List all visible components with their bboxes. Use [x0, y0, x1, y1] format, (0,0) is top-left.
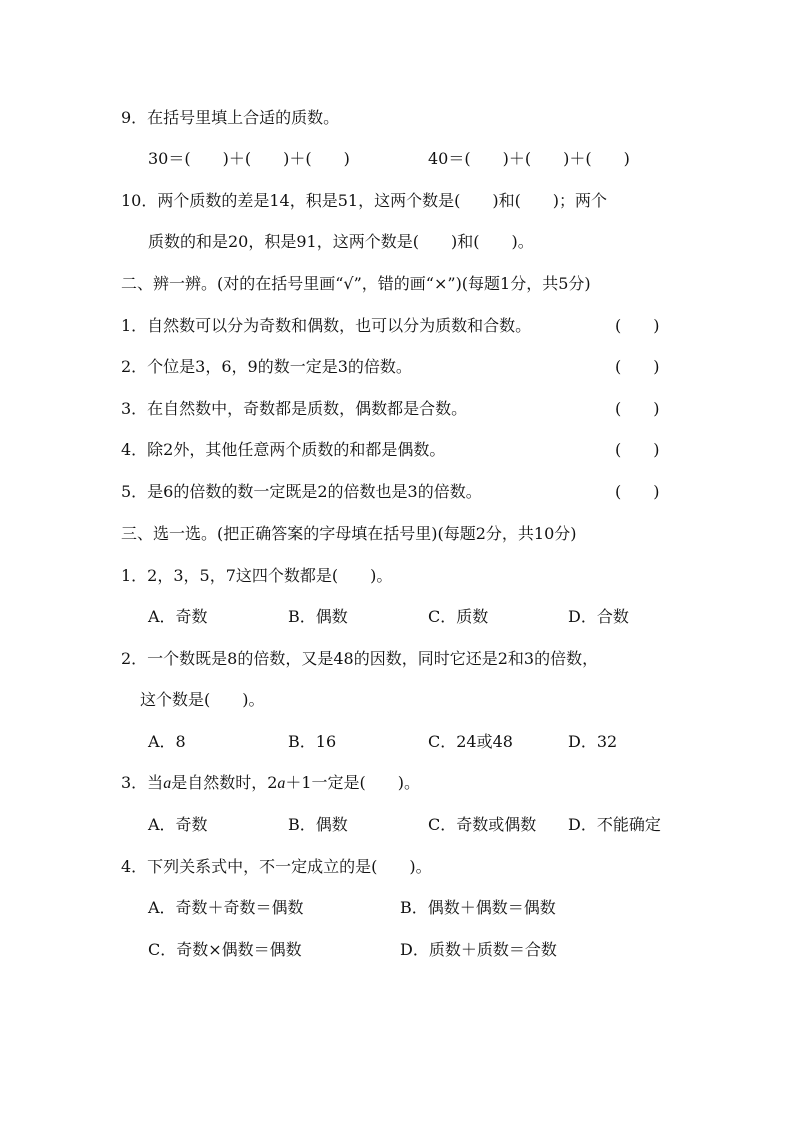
judge-item-2: 2．个位是3，6，9的数一定是3的倍数。: [121, 357, 412, 376]
q10-line-2: 质数的和是20，积是91，这两个数是( )和( )。: [148, 232, 534, 251]
choice-q2-option-a[interactable]: A．8: [148, 732, 186, 751]
judge-item-4: 4．除2外，其他任意两个质数的和都是偶数。: [121, 440, 446, 459]
choice-q2-option-c[interactable]: C．24或48: [428, 732, 513, 751]
choice-q1-option-b[interactable]: B．偶数: [288, 607, 348, 626]
section3-heading: 三、选一选。(把正确答案的字母填在括号里)(每题2分，共10分): [121, 524, 577, 543]
choice-q4-option-c[interactable]: C．奇数×偶数＝偶数: [148, 940, 302, 959]
choice-q3-pre: 3．当: [121, 773, 164, 792]
judge-answer-blank-4[interactable]: ( ): [615, 440, 660, 459]
choice-q4-option-a[interactable]: A．奇数＋奇数＝偶数: [148, 898, 304, 917]
choice-q3-option-d[interactable]: D．不能确定: [568, 815, 661, 834]
judge-answer-blank-3[interactable]: ( ): [615, 399, 660, 418]
choice-q3-variable-a: a: [163, 775, 172, 792]
choice-q1-option-a[interactable]: A．奇数: [148, 607, 208, 626]
judge-answer-blank-2[interactable]: ( ): [615, 357, 660, 376]
q9-title: 9．在括号里填上合适的质数。: [121, 108, 340, 127]
choice-q2-option-b[interactable]: B．16: [288, 732, 337, 751]
judge-answer-blank-5[interactable]: ( ): [615, 482, 660, 501]
choice-q3-option-a[interactable]: A．奇数: [148, 815, 208, 834]
choice-q3-variable-a-2: a: [277, 775, 286, 792]
section2-heading: 二、辨一辨。(对的在括号里画“√”，错的画“×”)(每题1分，共5分): [121, 274, 591, 293]
judge-answer-blank-1[interactable]: ( ): [615, 316, 660, 335]
choice-q3-option-c[interactable]: C．奇数或偶数: [428, 815, 537, 834]
choice-q2-line-2: 这个数是( )。: [140, 690, 265, 709]
judge-item-3: 3．在自然数中，奇数都是质数，偶数都是合数。: [121, 399, 468, 418]
choice-q1-option-d[interactable]: D．合数: [568, 607, 629, 626]
q9-equation-40: 40＝( )＋( )＋( ): [428, 149, 630, 168]
choice-q4-option-d[interactable]: D．质数＋质数＝合数: [400, 940, 557, 959]
choice-q3-mid: 是自然数时，2: [171, 773, 278, 792]
choice-q3-option-b[interactable]: B．偶数: [288, 815, 348, 834]
judge-item-1: 1．自然数可以分为奇数和偶数，也可以分为质数和合数。: [121, 316, 532, 335]
choice-q3-post: ＋1一定是( )。: [285, 773, 421, 792]
choice-q2-option-d[interactable]: D．32: [568, 732, 618, 751]
choice-q1-option-c[interactable]: C．质数: [428, 607, 489, 626]
choice-q4-text: 4．下列关系式中，不一定成立的是( )。: [121, 857, 432, 876]
choice-q3-text: [121, 773, 420, 794]
judge-item-5: 5．是6的倍数的数一定既是2的倍数也是3的倍数。: [121, 482, 482, 501]
choice-q1-text: 1．2，3，5，7这四个数都是( )。: [121, 566, 393, 585]
choice-q4-option-b[interactable]: B．偶数＋偶数＝偶数: [400, 898, 556, 917]
choice-q2-line-1: 2．一个数既是8的倍数，又是48的因数，同时它还是2和3的倍数，: [121, 649, 599, 668]
q10-line-1: 10．两个质数的差是14，积是51，这两个数是( )和( )；两个: [121, 191, 608, 210]
q9-equation-30: 30＝( )＋( )＋( ): [148, 149, 350, 168]
